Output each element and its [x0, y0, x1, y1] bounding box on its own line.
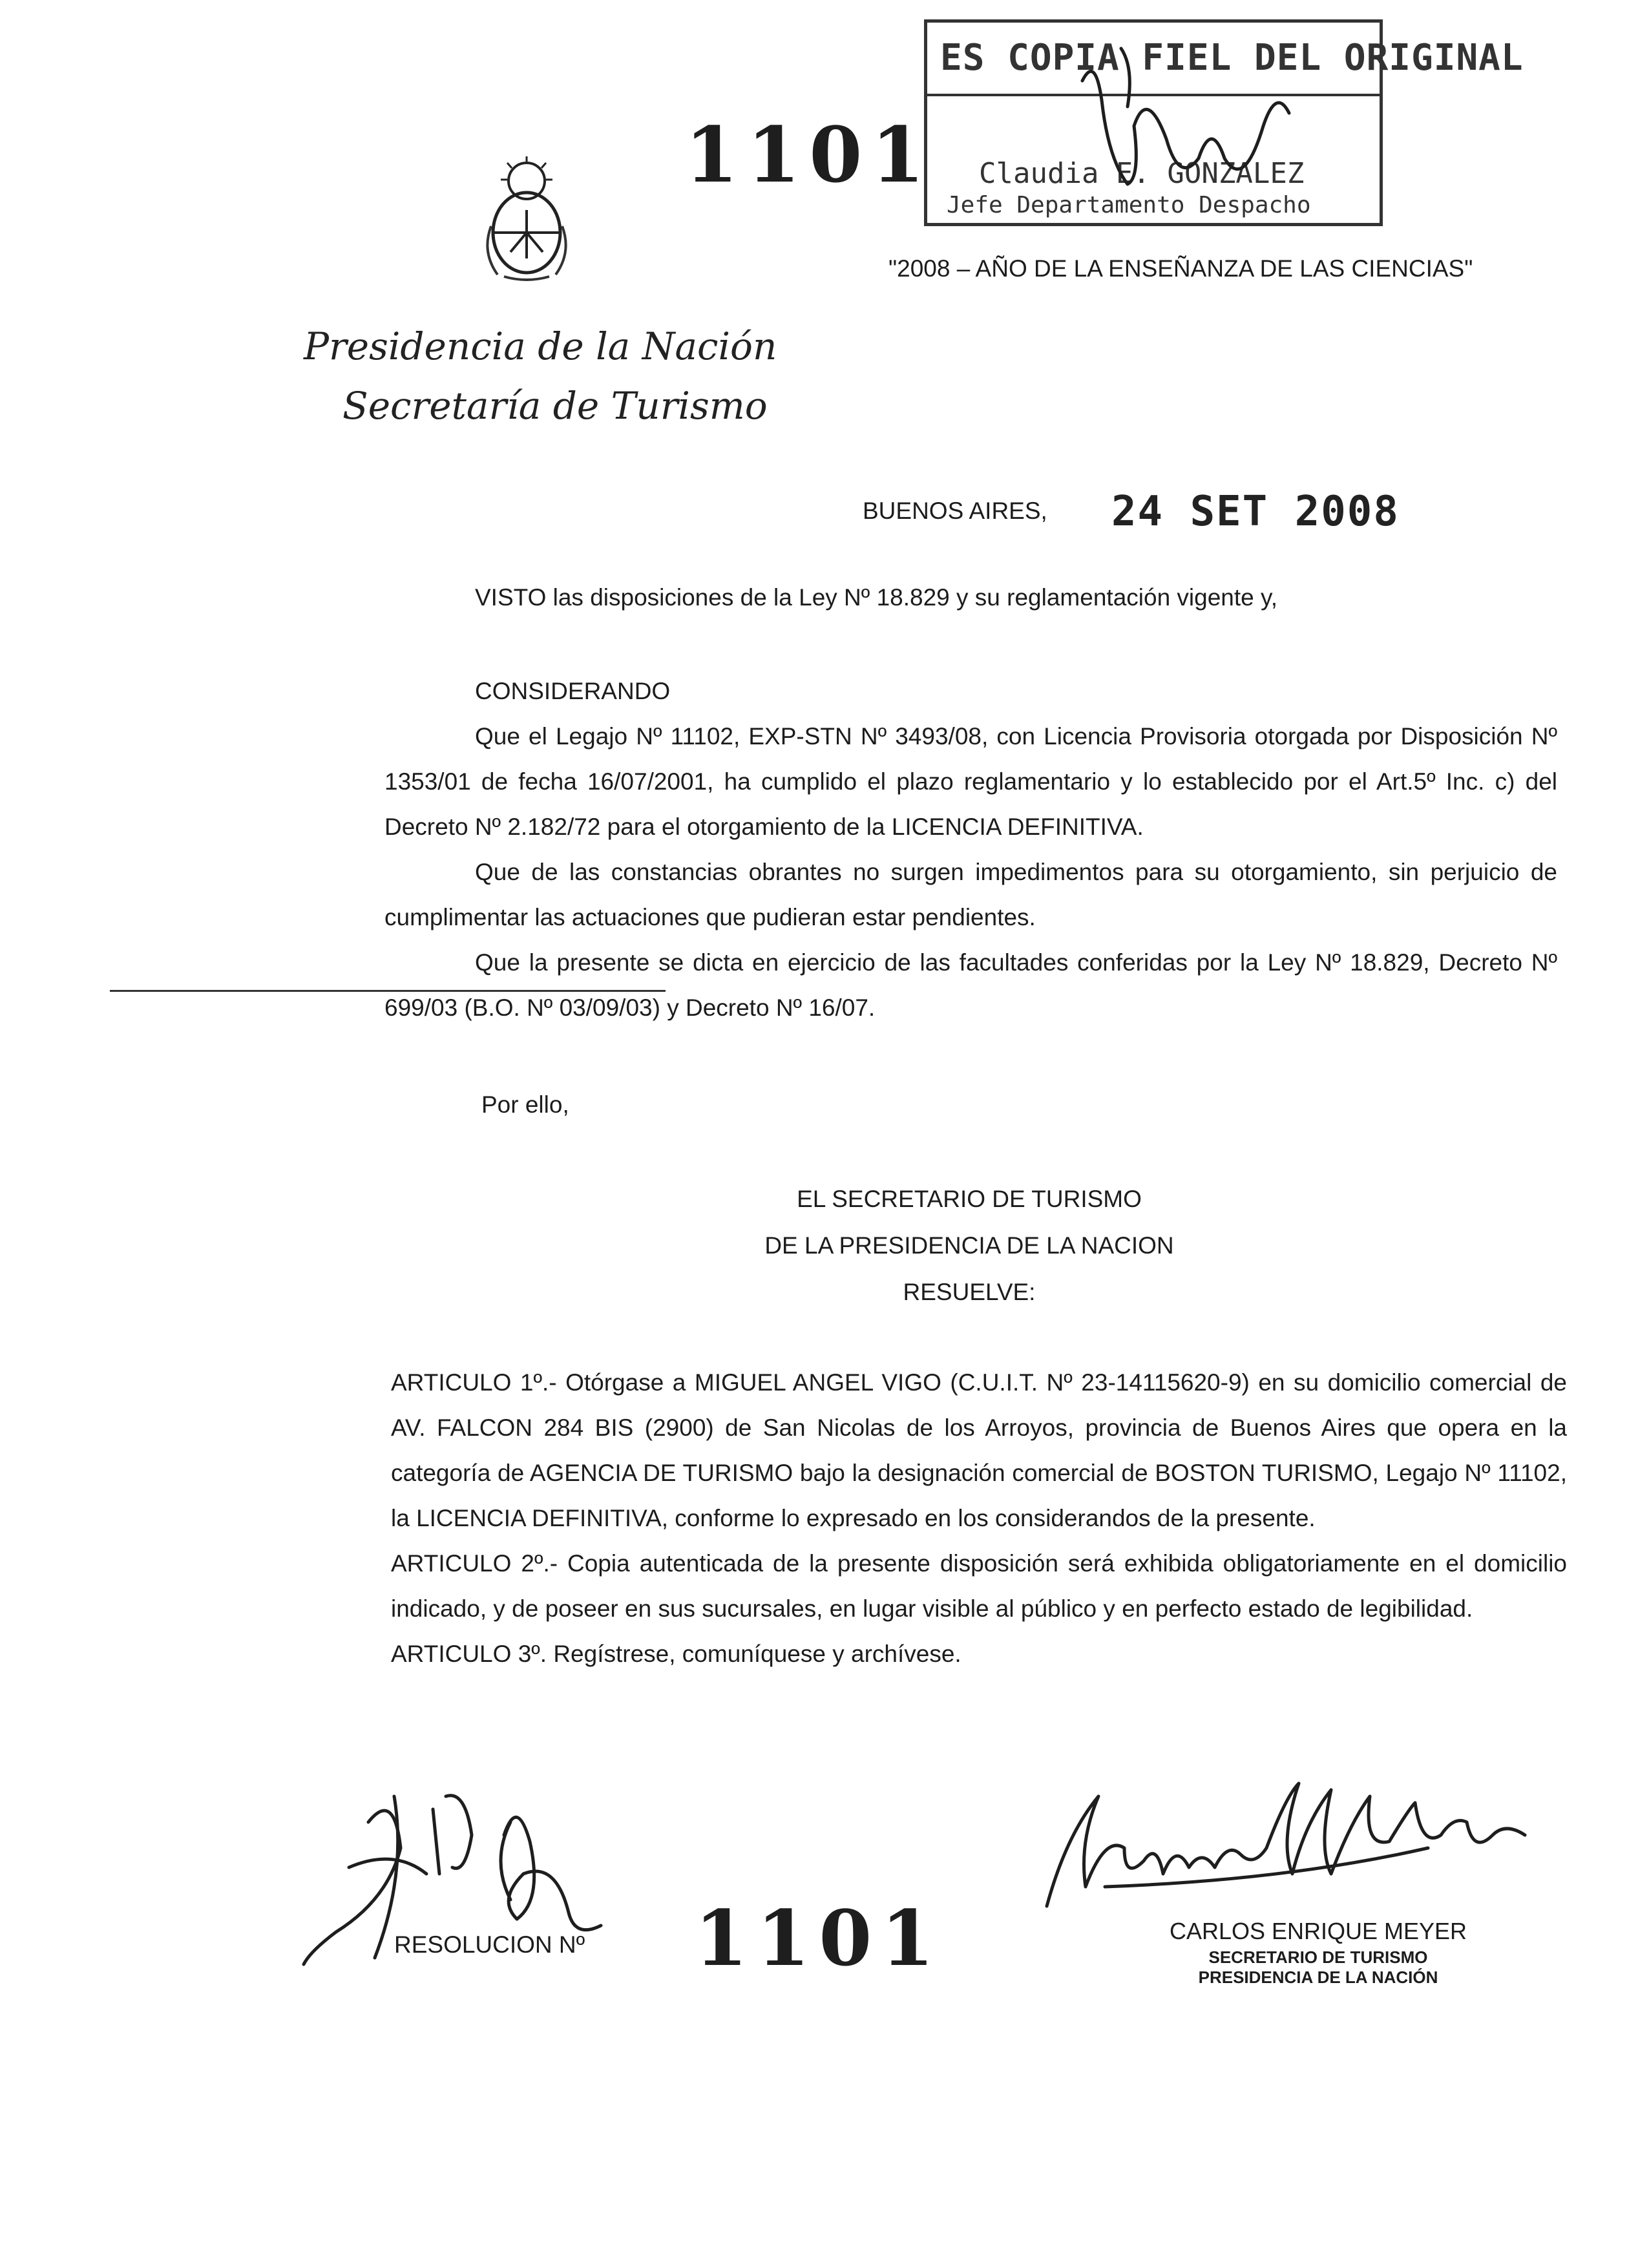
- dateline-place: BUENOS AIRES,: [863, 498, 1047, 524]
- institution-name: [297, 317, 879, 436]
- certified-copy-stamp: [924, 19, 1524, 226]
- por-ello: Por ello,: [481, 1091, 569, 1118]
- coat-of-arms-icon: [478, 155, 575, 284]
- stamp-signature-icon: [1056, 29, 1328, 204]
- dateline-date-stamp: 24 SET 2008: [1111, 488, 1400, 536]
- resolucion-label: RESOLUCION Nº: [394, 1931, 585, 1958]
- margin-rule: [110, 990, 666, 992]
- secretary-signature-icon: [1027, 1758, 1583, 1919]
- considerando-paragraph-3: Que la presente se dicta en ejercicio de las facultades conferidas por la Ley Nº 18.829, Decreto Nº 699/03 (B.O. Nº 03/09/03) y Decreto Nº 16/07.: [384, 949, 1557, 1021]
- institution-line-presidencia: Presidencia de la Nación: [304, 324, 777, 368]
- resolver-line-secretario: EL SECRETARIO DE TURISMO: [797, 1186, 1142, 1212]
- articulo-2: ARTICULO 2º.- Copia autenticada de la presente disposición será exhibida obligatoriamente en el domicilio indicado, y de poseer en sus sucursales, en lugar visible al público y en perfecto estado de legibilidad.: [391, 1550, 1567, 1622]
- articulo-3: ARTICULO 3º. Regístrese, comuníquese y archívese.: [391, 1641, 961, 1667]
- considerando-paragraph-2: Que de las constancias obrantes no surgen impedimentos para su otorgamiento, sin perjuicio de cumplimentar las actuaciones que pudieran estar pendientes.: [384, 859, 1557, 930]
- resolucion-number-bottom: 1101: [695, 1893, 943, 1983]
- stamp-name: Claudia E. GONZALEZ: [979, 157, 1305, 190]
- visto-paragraph: VISTO las disposiciones de la Ley Nº 18.829 y su reglamentación vigente y,: [475, 584, 1278, 611]
- considerando-heading: CONSIDERANDO: [475, 678, 671, 704]
- signer-title: SECRETARIO DE TURISMO: [1208, 1948, 1428, 1967]
- articles-block: [391, 1360, 1567, 1677]
- articulo-1: ARTICULO 1º.- Otórgase a MIGUEL ANGEL VIGO (C.U.I.T. Nº 23-14115620-9) en su domicilio comercial de AV. FALCON 284 BIS (2900) de San Nicolas de los Arroyos, provincia de Buenos Aires que opera en la categoría de AGENCIA DE TURISMO bajo la designación comercial de BOSTON TURISMO, Legajo Nº 11102, la LICENCIA DEFINITIVA, conforme lo expresado en los considerandos de la presente.: [391, 1369, 1567, 1531]
- year-motto: "2008 – AÑO DE LA ENSEÑANZA DE LAS CIENCIAS": [888, 255, 1473, 282]
- stamp-title: ES COPIA FIEL DEL ORIGINAL: [940, 37, 1524, 79]
- resolver-heading: [711, 1176, 1228, 1316]
- signer-name: CARLOS ENRIQUE MEYER: [1169, 1918, 1467, 1944]
- considerando-paragraph-1: Que el Legajo Nº 11102, EXP-STN Nº 3493/08, con Licencia Provisoria otorgada por Disposición Nº 1353/01 de fecha 16/07/2001, ha cumplido el plazo reglamentario y lo establecido por el Art.5º Inc. c) del Decreto Nº 2.182/72 para el otorgamiento de la LICENCIA DEFINITIVA.: [384, 723, 1557, 840]
- signer-block: [1150, 1918, 1486, 1988]
- institution-line-secretaria: Secretaría de Turismo: [342, 384, 768, 428]
- considerandos-block: [384, 714, 1557, 1031]
- resolver-line-presidencia: DE LA PRESIDENCIA DE LA NACION: [764, 1232, 1174, 1259]
- resolver-line-resuelve: RESUELVE:: [903, 1279, 1036, 1305]
- stamp-role: Jefe Departamento Despacho: [947, 192, 1311, 218]
- resolution-number-top: 1101: [685, 110, 934, 200]
- signer-institution: PRESIDENCIA DE LA NACIÓN: [1198, 1968, 1438, 1987]
